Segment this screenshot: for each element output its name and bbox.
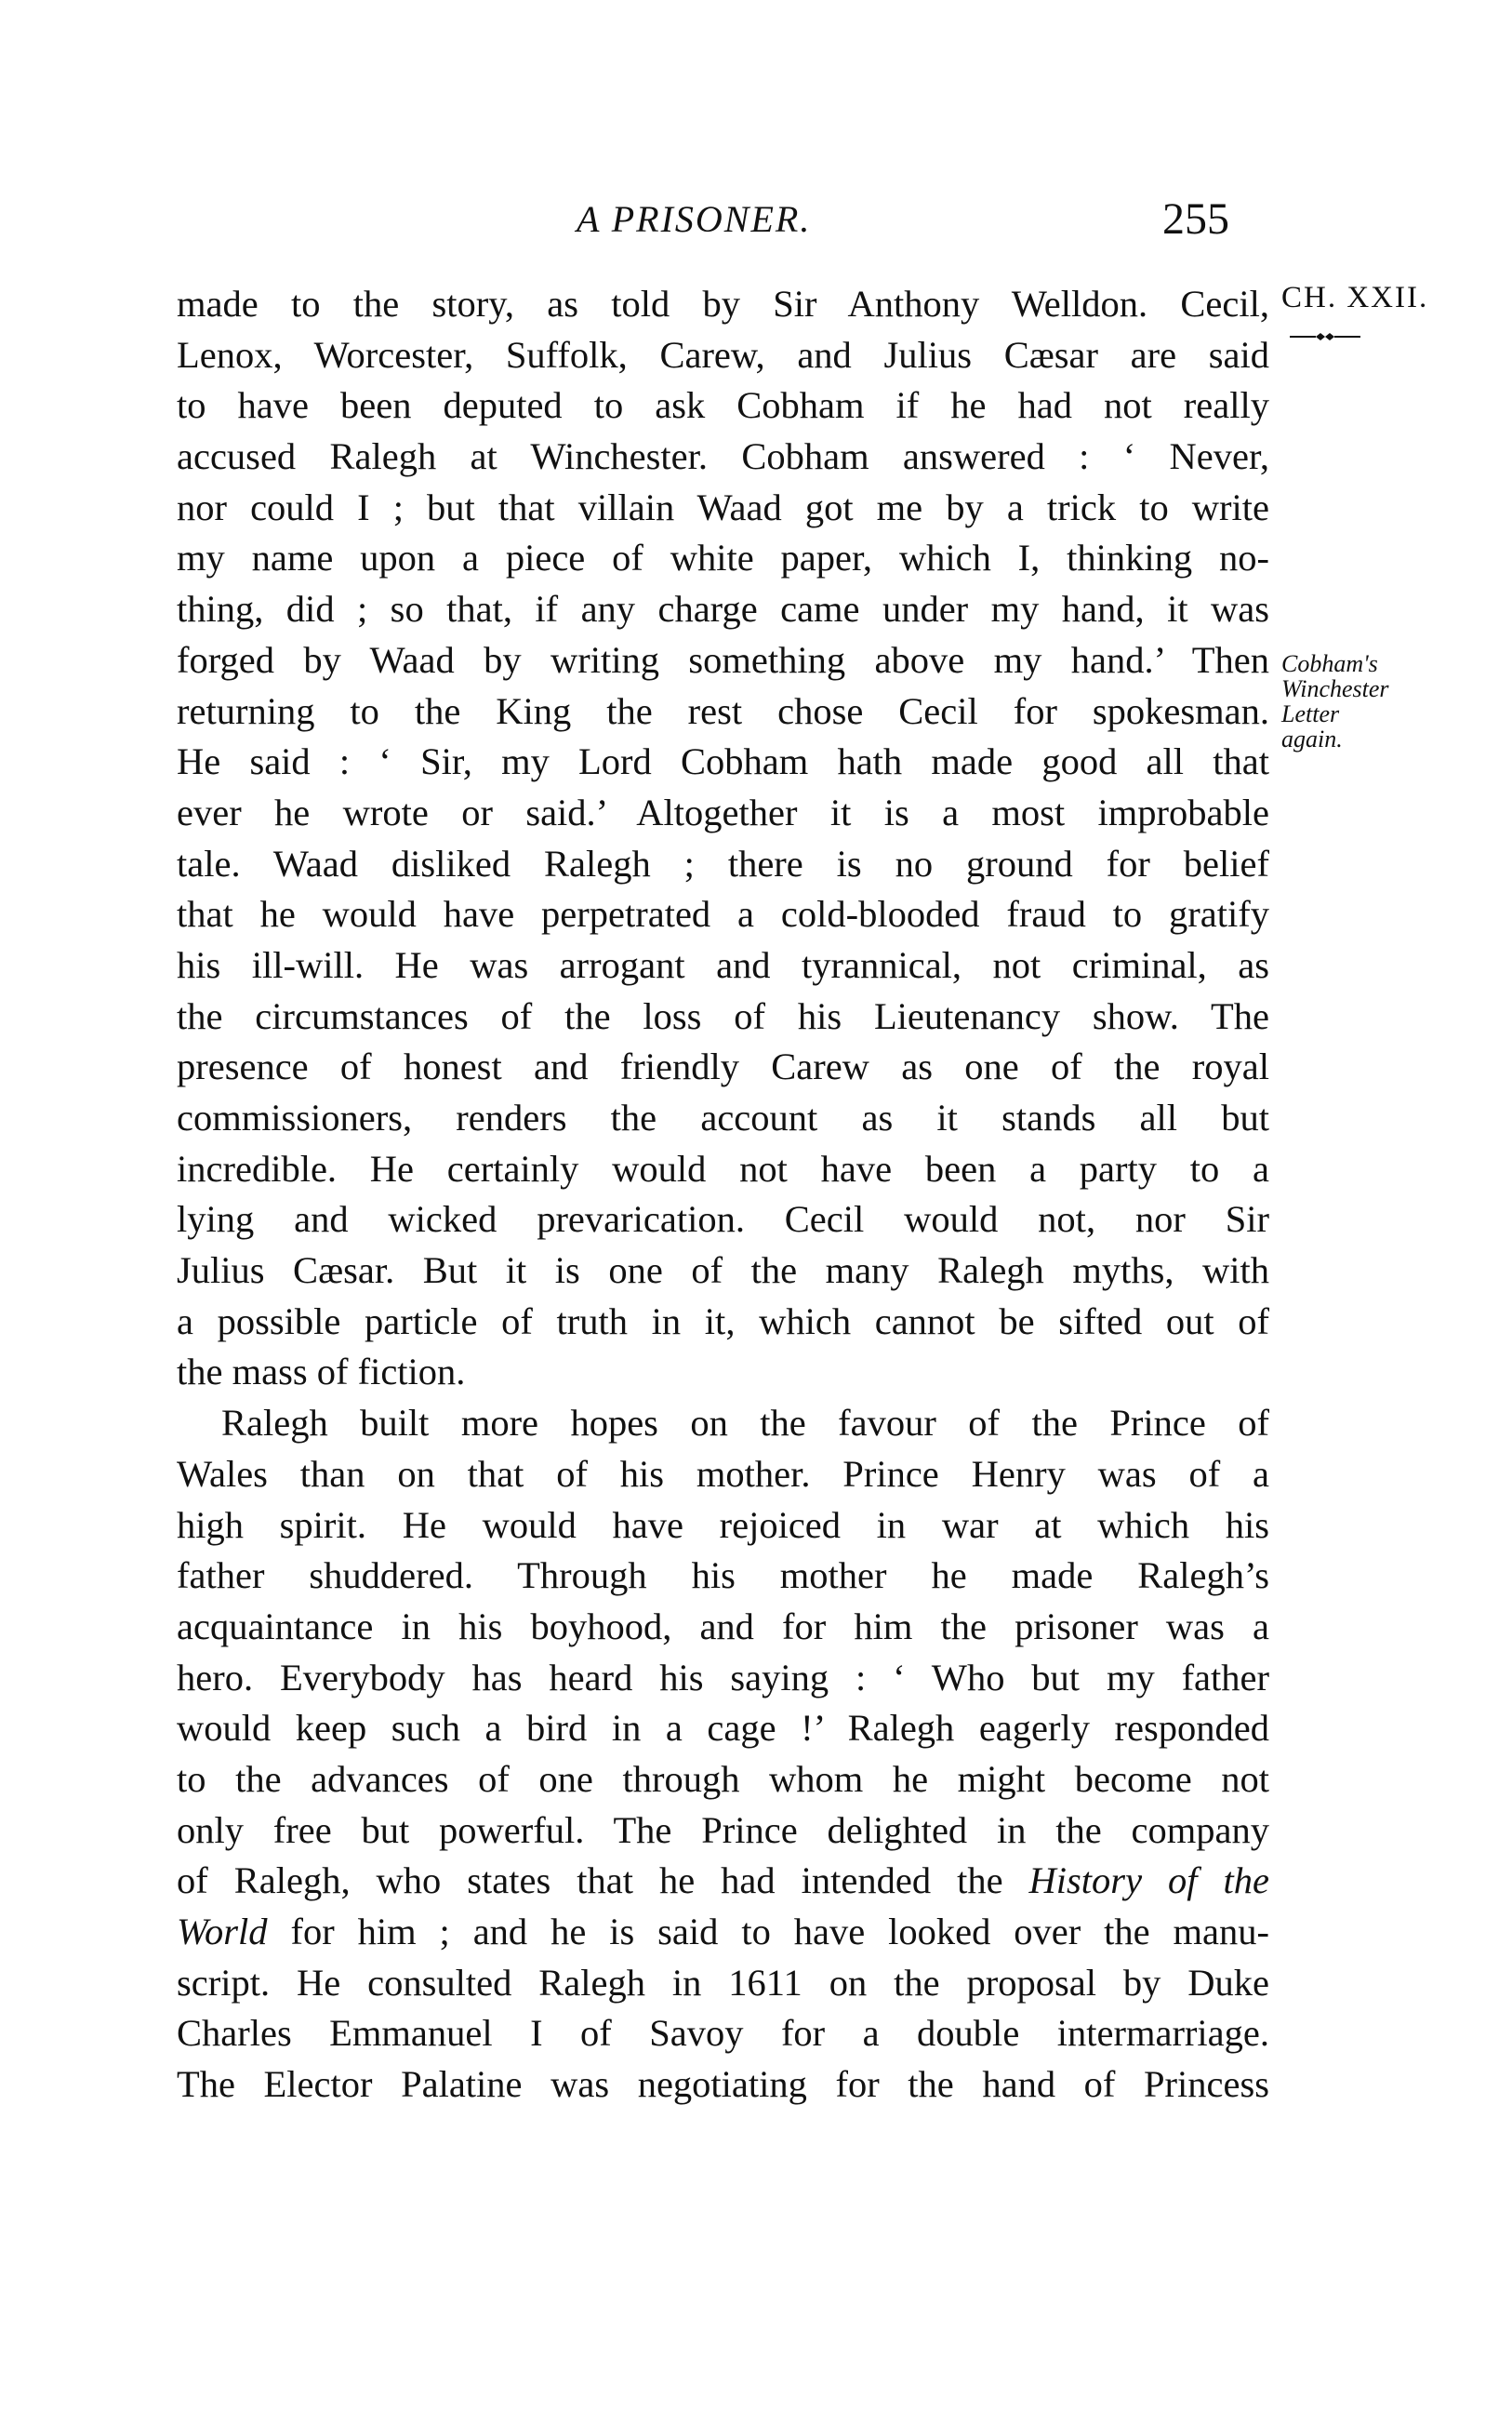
text-line: father shuddered. Through his mother he made Ralegh’s: [177, 1554, 1269, 1597]
text-line: that he would have perpetrated a cold-blooded fraud to gratify: [177, 893, 1269, 936]
text-line: presence of honest and friendly Carew as one of the royal: [177, 1046, 1269, 1088]
text-line: [177, 1907, 1269, 1958]
text-line: forged by Waad by writing something above my hand.’ Then: [177, 638, 1269, 681]
text-line: the mass of fiction.: [177, 1351, 466, 1393]
text-line: my name upon a piece of white paper, which I, thinking no-: [177, 537, 1269, 579]
text-line: commissioners, renders the account as it stands all but: [177, 1097, 1269, 1139]
text-line: nor could I ; but that villain Waad got me by a trick to write: [177, 486, 1269, 528]
chapter-marker: CH. XXII.: [1281, 281, 1429, 314]
book-title-italic: History of the: [1028, 1859, 1269, 1902]
text-line: made to the story, as told by Sir Anthony Welldon. Cecil,: [177, 283, 1269, 325]
margin-sidenote: [1281, 651, 1389, 752]
text-line: incredible. He certainly would not have been a party to a: [177, 1147, 1269, 1190]
text-line: high spirit. He would have rejoiced in war at which his: [177, 1503, 1269, 1546]
text-line: lying and wicked prevarication. Cecil would not, nor Sir: [177, 1198, 1269, 1241]
text-line: Ralegh built more hopes on the favour of the Prince of: [221, 1402, 1269, 1445]
text-line: He said : ‘ Sir, my Lord Cobham hath made good all that: [177, 740, 1269, 783]
text-line: ever he wrote or said.’ Altogether it is a most improbable: [177, 791, 1269, 833]
text-line: thing, did ; so that, if any charge came under my hand, it was: [177, 588, 1269, 631]
text-line: only free but powerful. The Prince delighted in the company: [177, 1808, 1269, 1851]
text-line: Julius Cæsar. But it is one of the many Ralegh myths, with: [177, 1249, 1269, 1292]
sidenote-line: Winchester: [1281, 675, 1389, 702]
text-segment: for him ; and he is said to have looked over the manu-: [267, 1911, 1269, 1952]
text-line: would keep such a bird in a cage !’ Ralegh eagerly responded: [177, 1707, 1269, 1750]
body-text: [177, 279, 1269, 2111]
text-segment: of Ralegh, who states that he had intended the: [177, 1859, 1029, 1902]
text-line: script. He consulted Ralegh in 1611 on the proposal by Duke: [177, 1961, 1269, 2004]
text-line: The Elector Palatine was negotiating for the hand of Princess: [177, 2063, 1269, 2106]
text-line: his ill-will. He was arrogant and tyrannical, not criminal, as: [177, 943, 1269, 986]
text-line: acquaintance in his boyhood, and for him the prisoner was a: [177, 1605, 1269, 1647]
text-line: hero. Everybody has heard his saying : ‘ Who but my father: [177, 1656, 1269, 1698]
text-line: accused Ralegh at Winchester. Cobham answered : ‘ Never,: [177, 435, 1269, 478]
text-line: to have been deputed to ask Cobham if he had not really: [177, 384, 1269, 427]
text-line: a possible particle of truth in it, which cannot be sifted out of: [177, 1299, 1269, 1342]
text-line: returning to the King the rest chose Cecil for spokesman.: [177, 689, 1269, 732]
text-line: the circumstances of the loss of his Lieutenancy show. The: [177, 994, 1269, 1037]
text-line: Charles Emmanuel I of Savoy for a double intermarriage.: [177, 2012, 1269, 2055]
sidenote-line: Letter: [1281, 700, 1340, 727]
sidenote-line: Cobham's: [1281, 650, 1378, 677]
text-line: [177, 1856, 1269, 1907]
sidenote-line: again.: [1281, 726, 1343, 753]
page-number: 255: [1162, 194, 1229, 244]
running-title: A PRISONER.: [577, 198, 812, 240]
text-line: tale. Waad disliked Ralegh ; there is no ground for belief: [177, 842, 1269, 885]
ornament-dash-icon: [1288, 327, 1362, 346]
text-line: to the advances of one through whom he might become not: [177, 1757, 1269, 1800]
book-title-italic: World: [177, 1911, 268, 1952]
text-line: Lenox, Worcester, Suffolk, Carew, and Julius Cæsar are said: [177, 333, 1269, 376]
text-line: Wales than on that of his mother. Prince Henry was of a: [177, 1452, 1269, 1495]
